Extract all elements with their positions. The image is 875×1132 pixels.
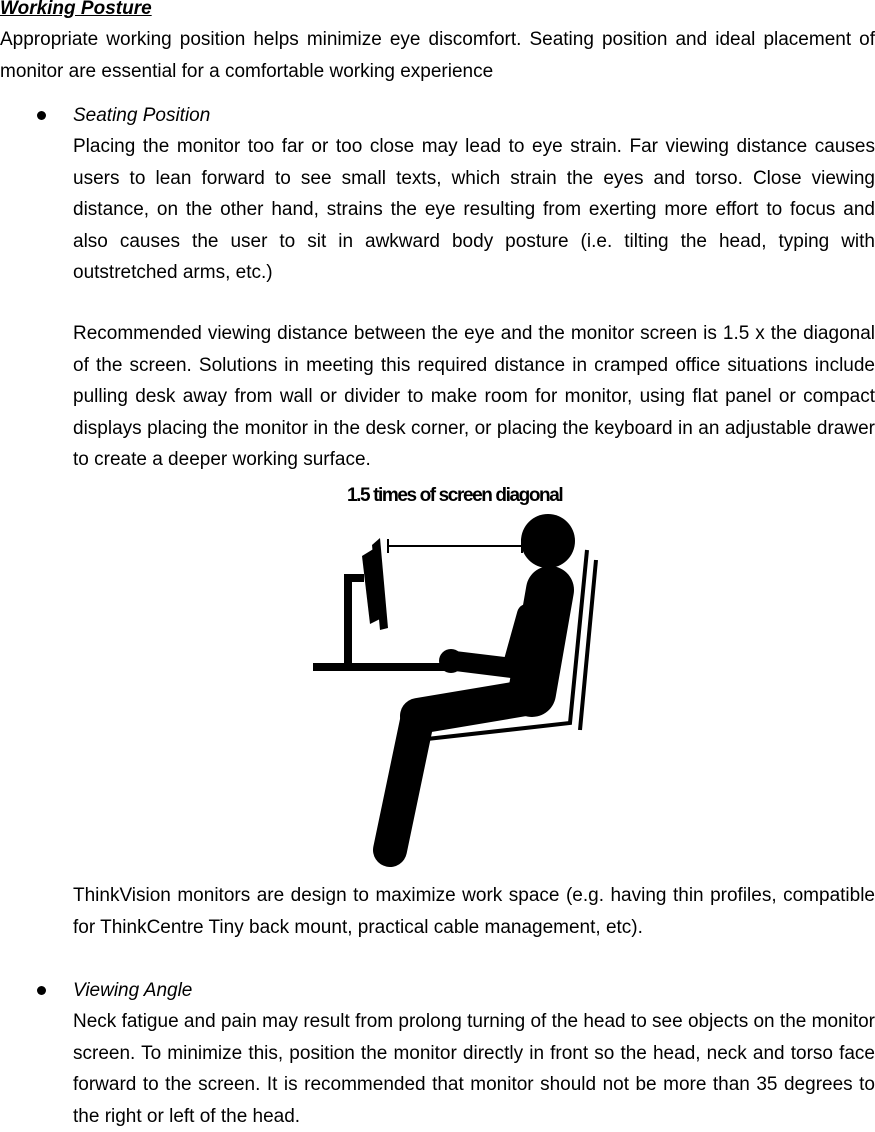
- seating-paragraph-1: Placing the monitor too far or too close may lead to eye strain. Far viewing distance causes users to lean forward to see small texts, which strain the eyes and torso. Close viewing distance, on the other hand, strains the eye resulting from exerting more effort to focus and also causes the user to sit in awkward body posture (i.e. tilting the head, typing with outstretched arms, etc.): [73, 136, 875, 283]
- viewing-paragraph-1: Neck fatigue and pain may result from prolong turning of the head to see objects on the monitor screen. To minimize this, position the monitor directly in front so the head, neck and torso face forward to the screen. It is recommended that monitor should not be more than 35 degrees to the right or left of the head.: [73, 1011, 875, 1127]
- distance-arrow-icon: [388, 539, 522, 553]
- seating-position-title: Seating Position: [73, 105, 211, 126]
- viewing-angle-title: Viewing Angle: [73, 980, 193, 1001]
- monitor-icon: [344, 538, 388, 666]
- figure-caption: 1.5 times of screen diagonal: [347, 485, 563, 506]
- bullet-icon: [37, 111, 46, 120]
- section-heading: Working Posture: [0, 0, 152, 19]
- seated-user-illustration: [300, 478, 630, 870]
- bullet-seating-position: [0, 100, 875, 132]
- viewing-distance-figure: [300, 478, 630, 870]
- bullet-viewing-angle: [0, 975, 875, 1007]
- intro-paragraph: Appropriate working position helps minimize eye discomfort. Seating position and ideal placement of monitor are essential for a comfortable working experience: [0, 29, 875, 82]
- seating-paragraph-2: Recommended viewing distance between the eye and the monitor screen is 1.5 x the diagonal of the screen. Solutions in meeting this required distance in cramped office situations include pulling desk away from wall or divider to make room for monitor, using flat panel or compact displays placing the monitor in the desk corner, or placing the keyboard in an adjustable drawer to create a deeper working surface.: [73, 323, 875, 470]
- seating-paragraph-3: ThinkVision monitors are design to maximize work space (e.g. having thin profiles, compatible for ThinkCentre Tiny back mount, practical cable management, etc).: [73, 885, 875, 938]
- person-icon: [390, 514, 575, 850]
- bullet-icon: [37, 986, 46, 995]
